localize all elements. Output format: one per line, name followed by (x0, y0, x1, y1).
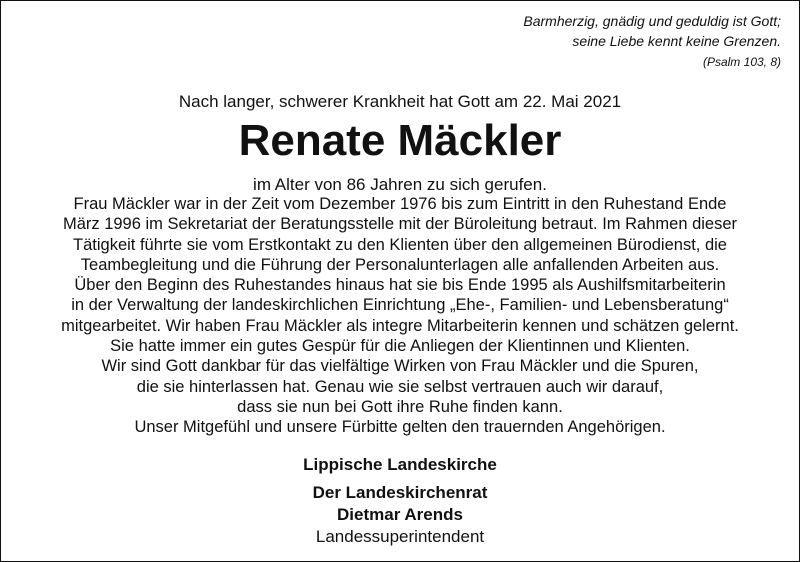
verse-line-1: Barmherzig, gnädig und geduldig ist Gott; (523, 13, 781, 29)
body-line: mitgearbeitet. Wir haben Frau Mäckler als integre Mitarbeiterin kennen und schätzen gelernt. (61, 316, 739, 335)
council-name: Der Landeskirchenrat (312, 483, 488, 502)
body-line: Sie hatte immer ein gutes Gespür für die Anliegen der Klientinnen und Klienten. (110, 337, 690, 356)
bible-verse (361, 11, 781, 72)
body-line: die sie hinterlassen hat. Genau wie sie selbst vertrauen auch wir darauf, (136, 377, 664, 396)
body-line: Teambegleitung und die Führung der Personalunterlagen alle anfallenden Arbeiten aus. (80, 255, 720, 274)
signatory-name: Dietmar Arends (337, 505, 463, 524)
body-line: dass sie nun bei Gott ihre Ruhe finden kann. (237, 397, 563, 416)
signatory-title: Landessuperintendent (315, 527, 485, 546)
verse-line-2: seine Liebe kennt keine Grenzen. (572, 33, 781, 49)
signature-block (1, 454, 799, 548)
body-line: Frau Mäckler war in der Zeit vom Dezember 1976 bis zum Eintritt in den Ruhestand Ende (73, 195, 727, 213)
age-text: im Alter von 86 Jahren zu sich gerufen. (253, 175, 547, 194)
verse-reference: (Psalm 103, 8) (702, 55, 781, 69)
body-line: März 1996 im Sekretariat der Beratungsstelle mit der Büroleitung betraut. Im Rahmen dieser (62, 215, 738, 234)
intro-text: Nach langer, schwerer Krankheit hat Gott am 22. Mai 2021 (178, 92, 622, 111)
body-text (17, 194, 783, 438)
body-line: in der Verwaltung der landeskirchlichen Einrichtung „Ehe-, Familien- und Lebensberatung“ (71, 296, 729, 315)
body-line: Wir sind Gott dankbar für das vielfältige Wirken von Frau Mäckler und die Spuren, (101, 357, 699, 376)
deceased-name: Renate Mäckler (238, 116, 562, 165)
church-name: Lippische Landeskirche (303, 455, 497, 474)
body-line: Tätigkeit führte sie vom Erstkontakt zu den Klienten über den allgemeinen Bürodienst, die (73, 235, 727, 254)
body-line: Über den Beginn des Ruhestandes hinaus hat sie bis Ende 1995 als Aushilfsmitarbeiterin (74, 276, 726, 295)
body-line: Unser Mitgefühl und unsere Fürbitte gelten den trauernden Angehörigen. (134, 418, 666, 437)
